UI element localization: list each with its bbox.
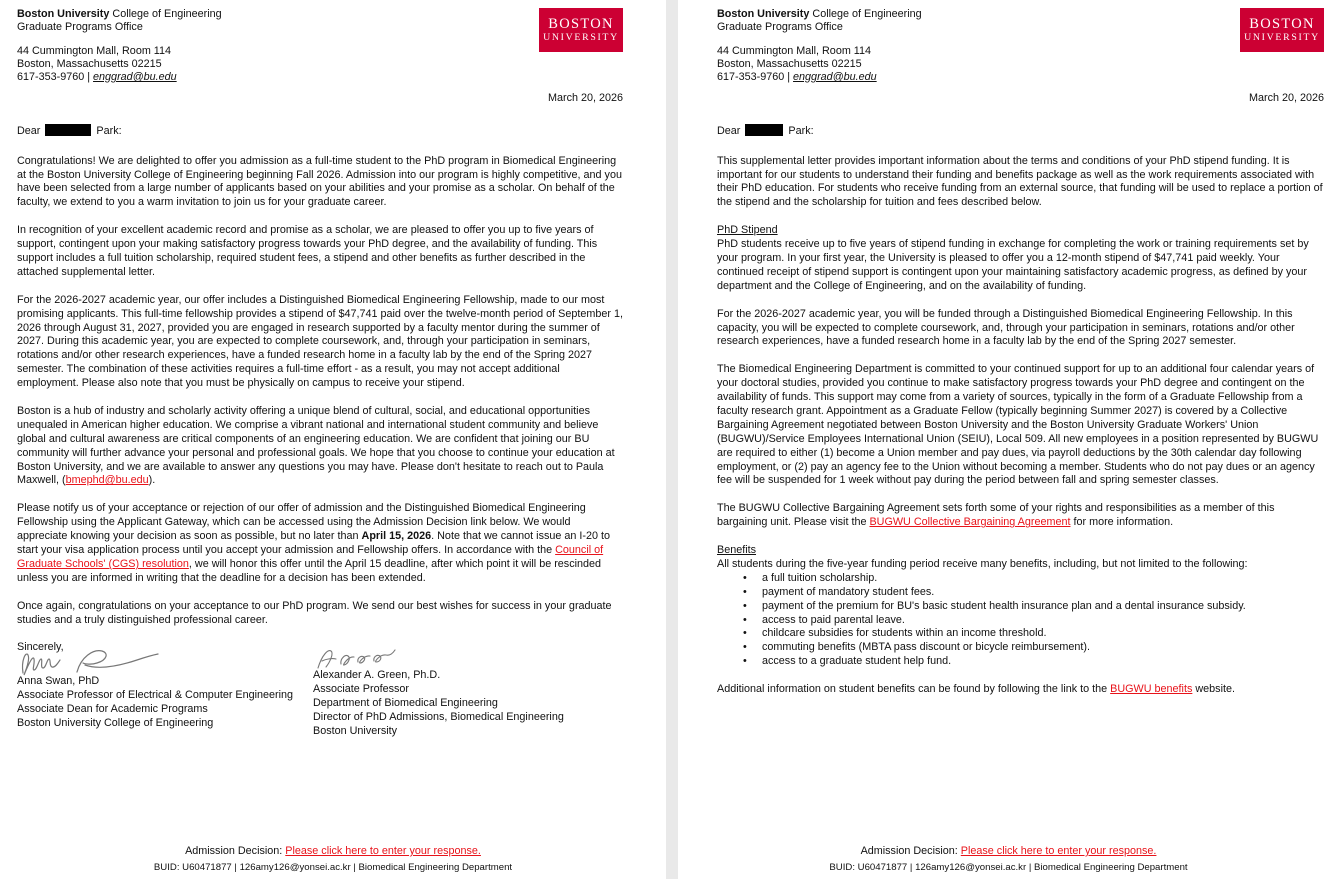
salutation-suffix: Park: [96,124,122,137]
signer-anna-swan [17,641,313,739]
text-run: . Note that we cannot issue an I-20 to start your visa application process until you accept your admission and Fellowship offers. In accordance with the [17,530,610,556]
salutation-prefix: Dear [717,124,741,137]
header-address2: Boston, Massachusetts 02215 [17,58,162,70]
signer-name: Anna Swan, PhD [17,675,100,688]
benefits-list [717,572,1324,669]
buid-line: BUID: U60471877 | 126amy126@yonsei.ac.kr | Biomedical Engineering Department [153,862,513,874]
header-address2: Boston, Massachusetts 02215 [717,58,862,70]
benefit-item: • commuting benefits (MBTA pass discount or bicycle reimbursement). [717,641,1324,655]
alexander-green-signature-image [313,647,403,671]
bu-logo-line1: BOSTON [548,16,614,32]
admission-decision-line [0,845,666,859]
text-run: Once again, congratulations on your acceptance to our PhD program. We send our best wishes for success in your graduate studies and a truly distinguished professional career. [17,599,612,626]
benefits-intro: All students during the five-year funding period receive many benefits, including, but not limited to the following: [717,557,1248,570]
text-run: 617-353-9760 | [17,71,94,83]
text-run: In recognition of your excellent academic record and promise as a scholar, we are pleased to offer you up to five years of support, contingent upon your making satisfactory progress towards your PhD degree, and the availability of funding. This support includes a full tuition scholarship, required student fees, a stipend and other benefits as further described in the attached supplemental letter. [17,224,598,278]
salutation-prefix: Dear [17,124,41,137]
signer-title-line: Department of Biomedical Engineering [313,697,498,710]
text-run: The BUGWU Collective Bargaining Agreement sets forth some of your rights and responsibilities as a member of this bargaining unit. Please visit the [717,502,1275,529]
letter-paragraph [17,155,623,211]
letter-date: March 20, 2026 [1248,92,1324,104]
signer-title-line: Associate Professor [313,683,410,696]
letter-paragraph [717,363,1324,488]
text-run: 617-353-9760 | [717,71,794,83]
closing-line: Sincerely, [17,641,64,654]
text-run: Congratulations! We are delighted to offer you admission as a full-time student to the PhD program in Biomedical Engineering at the Boston University College of Engineering beginning Fall 2026. Admission into our program is highly competitive, and you have been selected from a large number of applicants based on your abilities and your promise as a scholar. On behalf of the faculty, we extend to you a warm invitation to join us for your graduate career. [17,154,622,209]
text-run: College of Engineering [109,8,222,20]
benefit-item: • payment of mandatory student fees. [717,586,1324,600]
text-run: ). [148,474,156,487]
signer-name: Alexander A. Green, Ph.D. [313,669,441,682]
header-address1: 44 Cummington Mall, Room 114 [717,45,872,57]
header-contact-line [17,71,222,84]
header-contact-line [717,71,922,84]
letter-paragraph [17,405,623,488]
inline-link[interactable]: BUGWU Collective Bargaining Agreement [869,516,1071,529]
text-run: , we will honor this offer until the April 15 deadline, after which point it will be rescinded unless you are informed in writing that the deadline for a decision has been extended. [17,557,602,584]
signer-title-line: Associate Professor of Electrical & Computer Engineering [17,689,294,702]
email-link[interactable]: enggrad@bu.edu [793,71,877,83]
salutation-line [17,124,623,139]
text-run: for more information. [1070,516,1174,529]
letter-paragraph [17,224,623,280]
letter-paragraph [17,502,623,585]
admission-decision-label: Admission Decision: [860,845,961,858]
header-address-block [717,8,922,84]
text-run: Boston University [717,8,810,20]
bu-logo-line1: BOSTON [1249,16,1315,32]
signer-title-line: Boston University [313,725,398,738]
text-run: The Biomedical Engineering Department is committed to your continued support for up to an additional four calendar years of your doctoral studies, provided you continue to make satisfactory progress towards your PhD degree and contingent on the availability of funds. This support may come from a variety of sources, typically in the form of a Graduate Fellowship from a faculty research grant. Appointment as a Graduate Fellow (typically beginning Summer 2027) is covered by a Collective Bargaining Agreement negotiated between Boston University and the Boston University Graduate Workers' Union (BUGWU)/Service Employees International Union (SEIU), Local 509. All new employees in a position represented by BUGWU are required to either (1) become a Union member and pay dues, via payroll deductions by the 30th calendar day following employment, or (2) pay an agency fee to the Union without becoming a member. Students who do not pay dues or an agency fee will be suspended for 1 week without pay during the period between fall and spring semester classes. [717,363,1319,487]
admission-decision-link[interactable]: Please click here to enter your response. [285,845,481,858]
text-run: Boston is a hub of industry and scholarly activity offering a unique blend of cultural, social, and educational opportunities unequaled in American higher education. We comprise a vibrant national and international student community and believe global and cultural awareness are critical components of an engineering education. We are confident that joining our BU community will further advance your personal and professional goals. We hope that you choose to continue your education at Boston University, and we are available to answer any questions you may have. Please don't hesitate to reach out to Paula Maxwell, ( [17,404,615,487]
text-run: This supplemental letter provides important information about the terms and conditions of your PhD stipend funding. It is important for our students to understand their funding and benefits package as well as the work requirements associated with their PhD education. For students who receive funding from an external source, that funding will be used to replace a portion of the stipend and the scholarship for tuition and fees described below. [717,154,1323,209]
bu-logo-line2: UNIVERSITY [543,32,619,43]
benefit-item: • payment of the premium for BU's basic student health insurance plan and a dental insurance subsidy. [717,600,1324,614]
admission-decision-label: Admission Decision: [185,845,286,858]
text-run: For the 2026-2027 academic year, our offer includes a Distinguished Biomedical Engineering Fellowship, made to our most promising applicants. This full-time fellowship provides a stipend of $47,741 paid over the twelve-month period of September 1, 2026 through August 31, 2027, provided you are engaged in research supported by a faculty mentor during the summer of 2027. During this academic year, you are expected to complete coursework, and, through your participation in seminars, rotations and/or other research experiences, have a funded research home in a faculty lab by the end of the Spring 2027 semester. The combination of these activities requires a full-time effort - as a result, you may not accept additional employment. Please also note that you must be physically on campus to receive your stipend. [17,293,623,390]
text-run: website. [1192,683,1235,696]
salutation-line [717,124,1324,139]
text-run: Please notify us of your acceptance or rejection of our offer of admission and the Distinguished Biomedical Engineering Fellowship using the Applicant Gateway, which can be accessed using the Admission Decision link below. We would appreciate knowing your decision as soon as possible, but no later than [17,502,586,543]
bu-logo [1240,8,1324,52]
redacted-name [45,124,91,136]
letter-page-1 [0,0,666,879]
header-dept-line: Graduate Programs Office [17,21,143,33]
benefit-item: • childcare subsidies for students within an income threshold. [717,627,1324,641]
letter-paragraph [717,238,1324,294]
benefit-item: • a full tuition scholarship. [717,572,1324,586]
header-org-line [717,8,922,21]
bu-logo [539,8,623,52]
header-dept-line: Graduate Programs Office [717,21,843,33]
text-run: Additional information on student benefits can be found by following the link to the [717,683,1111,696]
text-run: College of Engineering [809,8,922,20]
salutation-suffix: Park: [788,124,814,137]
header-org-line [17,8,222,21]
letter-paragraph [717,155,1324,211]
signer-alexander-green [313,641,623,739]
text-run: PhD students receive up to five years of stipend funding in exchange for completing the work or training requirements set by your program. In your first year, the University is pleased to offer you a 12-month stipend of $47,741 paid weekly. Your continued receipt of stipend support is contingent upon your maintaining satisfactory academic progress, as defined by your department and the College of Engineering, and on the availability of funding. [717,238,1309,292]
inline-link[interactable]: BUGWU benefits [1110,683,1193,696]
signature-block [17,641,623,739]
page-header [717,8,1324,84]
letter-paragraph [717,308,1324,350]
header-address1: 44 Cummington Mall, Room 114 [17,45,172,57]
page-footer [0,845,666,875]
text-run: For the 2026-2027 academic year, you will be funded through a Distinguished Biomedical Engineering Fellowship. In this capacity, you will be expected to complete coursework, and, through your participation in seminars, rotations and/or other research experiences, have a funded research home in a faculty lab by the end of the Spring 2027 semester. [717,307,1295,348]
admission-decision-line [678,845,1339,859]
letter-paragraph [717,502,1324,530]
page-header [17,8,623,84]
letter-paragraph [17,600,623,628]
text-run: Boston University [17,8,110,20]
benefit-item: • access to a graduate student help fund. [717,655,1324,669]
letter-page-2 [678,0,1339,879]
benefit-item: • access to paid parental leave. [717,614,1324,628]
letter-date: March 20, 2026 [547,92,623,104]
inline-link[interactable]: Council of Graduate Schools' (CGS) resolution [17,543,604,570]
text-run: April 15, 2026 [361,530,432,543]
bu-logo-line2: UNIVERSITY [1244,32,1320,43]
inline-link[interactable]: bmephd@bu.edu [65,474,149,487]
signer-title-line: Boston University College of Engineering [17,717,214,730]
redacted-name [745,124,783,136]
admission-decision-link[interactable]: Please click here to enter your response. [960,845,1157,858]
header-address-block [17,8,222,84]
page-footer [678,845,1339,875]
section-heading-phd-stipend: PhD Stipend [717,224,778,237]
signer-title-line: Associate Dean for Academic Programs [17,703,208,716]
section-heading-benefits: Benefits [717,543,757,556]
signer-title-line: Director of PhD Admissions, Biomedical Engineering [313,711,564,724]
letter-paragraph [17,294,623,391]
email-link[interactable]: enggrad@bu.edu [93,71,177,83]
buid-line: BUID: U60471877 | 126amy126@yonsei.ac.kr | Biomedical Engineering Department [829,862,1188,874]
letter-paragraph [717,683,1324,697]
